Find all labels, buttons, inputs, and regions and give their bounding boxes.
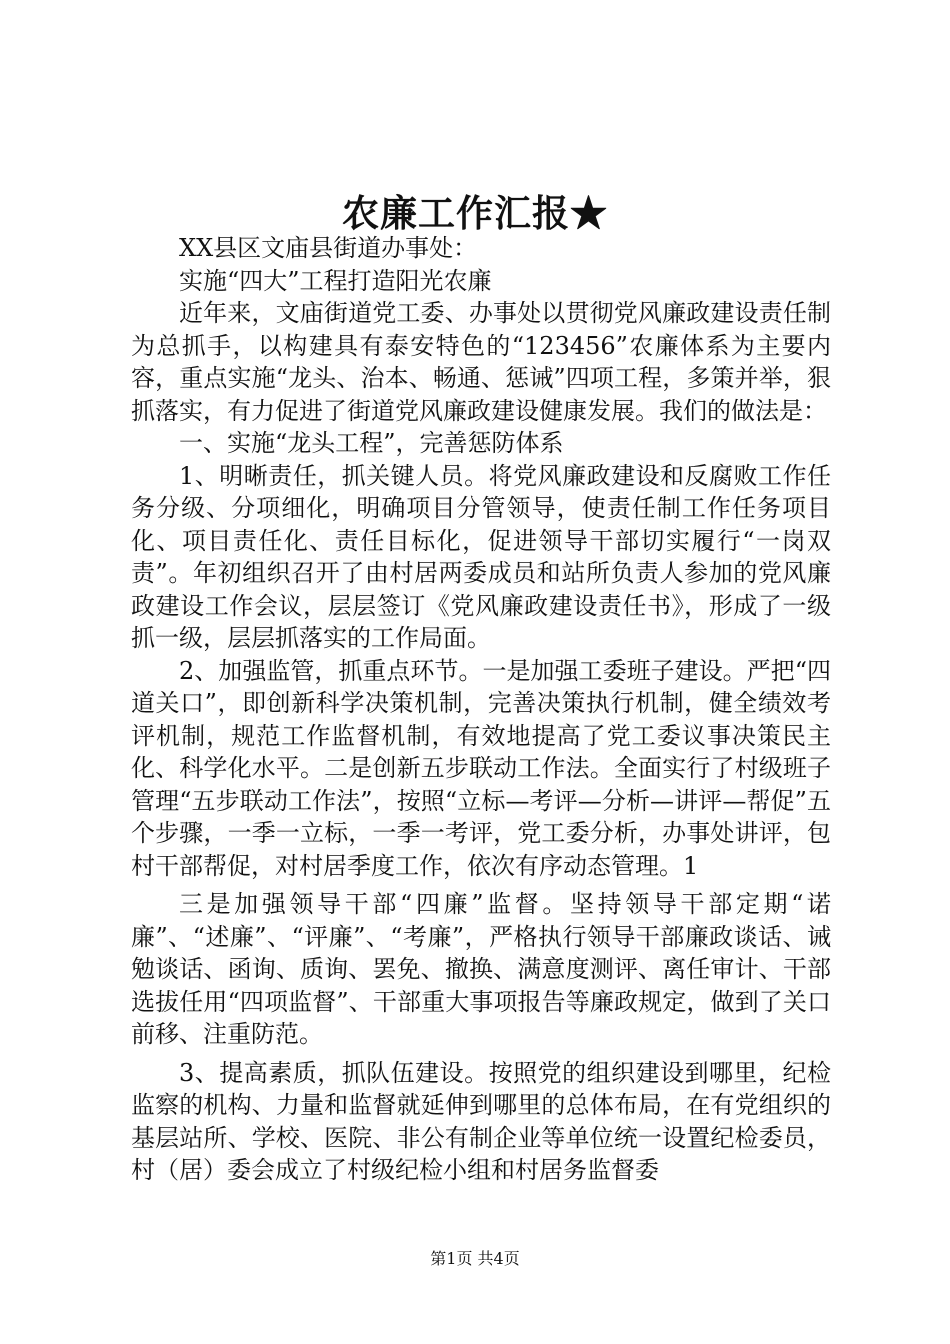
paragraph-item-2-cont: 三是加强领导干部“四廉”监督。坚持领导干部定期“诺廉”、“述廉”、“评廉”、“考廉”，严格执行领导干部廉政谈话、诫勉谈话、函询、质询、罢免、撤换、满意度测评、离任审计、干部选拔任用“四项监督”、干部重大事项报告等廉政规定，做到了关口前移、注重防范。 [131, 890, 831, 1048]
document-title: 农廉工作汇报★ [342, 191, 608, 235]
paragraph-item-2: 2、加强监管，抓重点环节。一是加强工委班子建设。严把“四道关口”，即创新科学决策机制，完善决策执行机制，健全绩效考评机制，规范工作监督机制，有效地提高了党工委议事决策民主化、科学化水平。二是创新五步联动工作法。全面实行了村级班子管理“五步联动工作法”，按照“立标—考评—分析—讲评—帮促”五个步骤，一季一立标，一季一考评，党工委分析，办事处讲评，包村干部帮促，对村居季度工作，依次有序动态管理。1 [131, 656, 831, 880]
paragraph-subtitle: 实施“四大”工程打造阳光农廉 [179, 266, 492, 295]
page-number-footer: 第1页 共4页 [430, 1249, 520, 1268]
paragraph-heading-1: 一、实施“龙头工程”，完善惩防体系 [179, 429, 564, 457]
paragraph-item-3: 3、提高素质，抓队伍建设。按照党的组织建设到哪里，纪检监察的机构、力量和监督就延伸到哪里的总体布局，在有党组织的基层站所、学校、医院、非公有制企业等单位统一设置纪检委员，村（居）委会成立了村级纪检小组和村居务监督委 [131, 1058, 831, 1184]
document-body [131, 232, 831, 1187]
paragraph-item-1: 1、明晰责任，抓关键人员。将党风廉政建设和反腐败工作任务分级、分项细化，明确项目分管领导，使责任制工作任务项目化、项目责任化、责任目标化，促进领导干部切实履行“一岗双责”。年初组织召开了由村居两委成员和站所负责人参加的党风廉政建设工作会议，层层签订《党风廉政建设责任书》，形成了一级抓一级，层层抓落实的工作局面。 [131, 461, 831, 652]
paragraph-addressee: XX县区文庙县街道办事处： [179, 234, 478, 262]
paragraph-intro: 近年来，文庙街道党工委、办事处以贯彻党风廉政建设责任制为总抓手，以构建具有泰安特色的“123456”农廉体系为主要内容，重点实施“龙头、治本、畅通、惩诫”四项工程，多策并举，狠抓落实，有力促进了街道党风廉政建设健康发展。我们的做法是： [131, 299, 831, 425]
